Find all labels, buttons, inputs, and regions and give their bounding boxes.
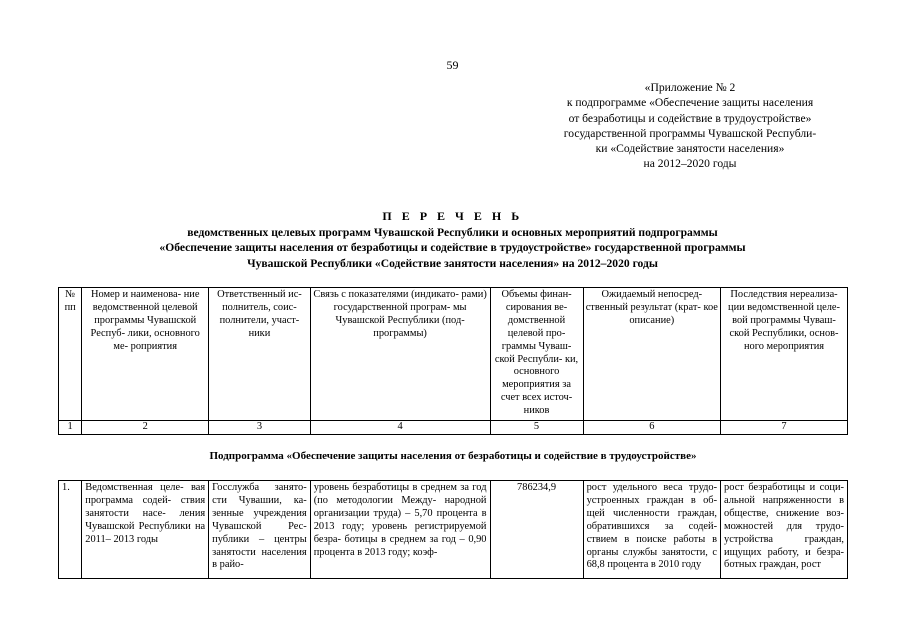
column-number: 6 bbox=[583, 421, 720, 435]
row-num: 1. bbox=[59, 481, 82, 579]
column-number: 4 bbox=[310, 421, 490, 435]
column-number: 3 bbox=[209, 421, 311, 435]
row-executor: Госслужба занято- сти Чувашии, ка- зенные учреждения Чувашской Рес- публики – центры занятости населения в райо- bbox=[209, 481, 311, 579]
row-funding: 786234,9 bbox=[490, 481, 583, 579]
column-number-row bbox=[59, 421, 848, 435]
appendix-caption bbox=[520, 80, 860, 172]
column-number: 5 bbox=[490, 421, 583, 435]
document-title bbox=[60, 209, 845, 271]
header-result: Ожидаемый непосред- ственный результат (крат- кое описание) bbox=[583, 288, 720, 421]
page-number: 59 bbox=[446, 58, 459, 72]
row-consequences: рост безработицы и соци- альной напряженности в обществе, снижение воз- можностей для трудо- устройства граждан, ищущих работу, и безра- ботных граждан, рост bbox=[721, 481, 848, 579]
row-program-name: Ведомственная целе- вая программа содей- ствия занятости насе- ления Чувашской Республики на 2011– 2013 годы bbox=[82, 481, 209, 579]
appendix-line: ки «Содействие занятости населения» bbox=[595, 142, 785, 156]
title-line: Чувашской Республики «Содействие занятости населения» на 2012–2020 годы bbox=[247, 256, 658, 270]
row-result: рост удельного веса трудо- устроенных граждан в об- щей численности граждан, обратившихся за содей- ствием в поиске работы в органы службы занятости, с 68,8 процента в 2010 году bbox=[583, 481, 720, 579]
table-row bbox=[59, 481, 848, 579]
appendix-line: «Приложение № 2 bbox=[644, 81, 736, 94]
header-funding: Объемы финан- сирования ве- домственной целевой про- граммы Чуваш- ской Республи- ки, основного мероприятия за счет всех источ- ников bbox=[490, 288, 583, 421]
title-main: П Е Р Е Ч Е Н Ь bbox=[382, 209, 523, 223]
appendix-line: на 2012–2020 годы bbox=[643, 157, 737, 171]
appendix-line: от безработицы и содействие в трудоустройстве» bbox=[568, 111, 812, 125]
subprogram-title: Подпрограмма «Обеспечение защиты населения от безработицы и содействие в трудоустройстве» bbox=[209, 450, 697, 462]
column-number: 2 bbox=[82, 421, 209, 435]
header-num: № пп bbox=[59, 288, 82, 421]
row-indicators: уровень безработицы в среднем за год (по методологии Между- народной организации труда) – 5,70 процента в 2013 году; уровень регистрируемой безра- ботицы в среднем за год – 0,90 процента в 2013 году; коэф- bbox=[310, 481, 490, 579]
program-table bbox=[58, 287, 848, 435]
header-indicators: Связь с показателями (индикато- рами) государственной програм- мы Чувашской Республики (под- программы) bbox=[310, 288, 490, 421]
appendix-line: к подпрограмме «Обеспечение защиты населения bbox=[566, 96, 814, 110]
title-line: «Обеспечение защиты населения от безработицы и содействие в трудоустройстве» государственной программы bbox=[159, 241, 746, 255]
column-number: 1 bbox=[59, 421, 82, 435]
header-program-name: Номер и наименова- ние ведомственной целевой программы Чувашской Респуб- лики, основного ме- роприятия bbox=[82, 288, 209, 421]
column-number: 7 bbox=[721, 421, 848, 435]
table-header-row bbox=[59, 288, 848, 421]
header-executor: Ответственный ис- полнитель, соис- полнители, участ- ники bbox=[209, 288, 311, 421]
appendix-line: государственной программы Чувашской Республи- bbox=[563, 126, 817, 140]
program-rows bbox=[58, 480, 848, 579]
header-consequences: Последствия нереализа- ции ведомственной целе- вой программы Чуваш- ской Республики, основ- ного мероприятия bbox=[721, 288, 848, 421]
title-line: ведомственных целевых программ Чувашской Республики и основных мероприятий подпрограммы bbox=[187, 225, 718, 239]
